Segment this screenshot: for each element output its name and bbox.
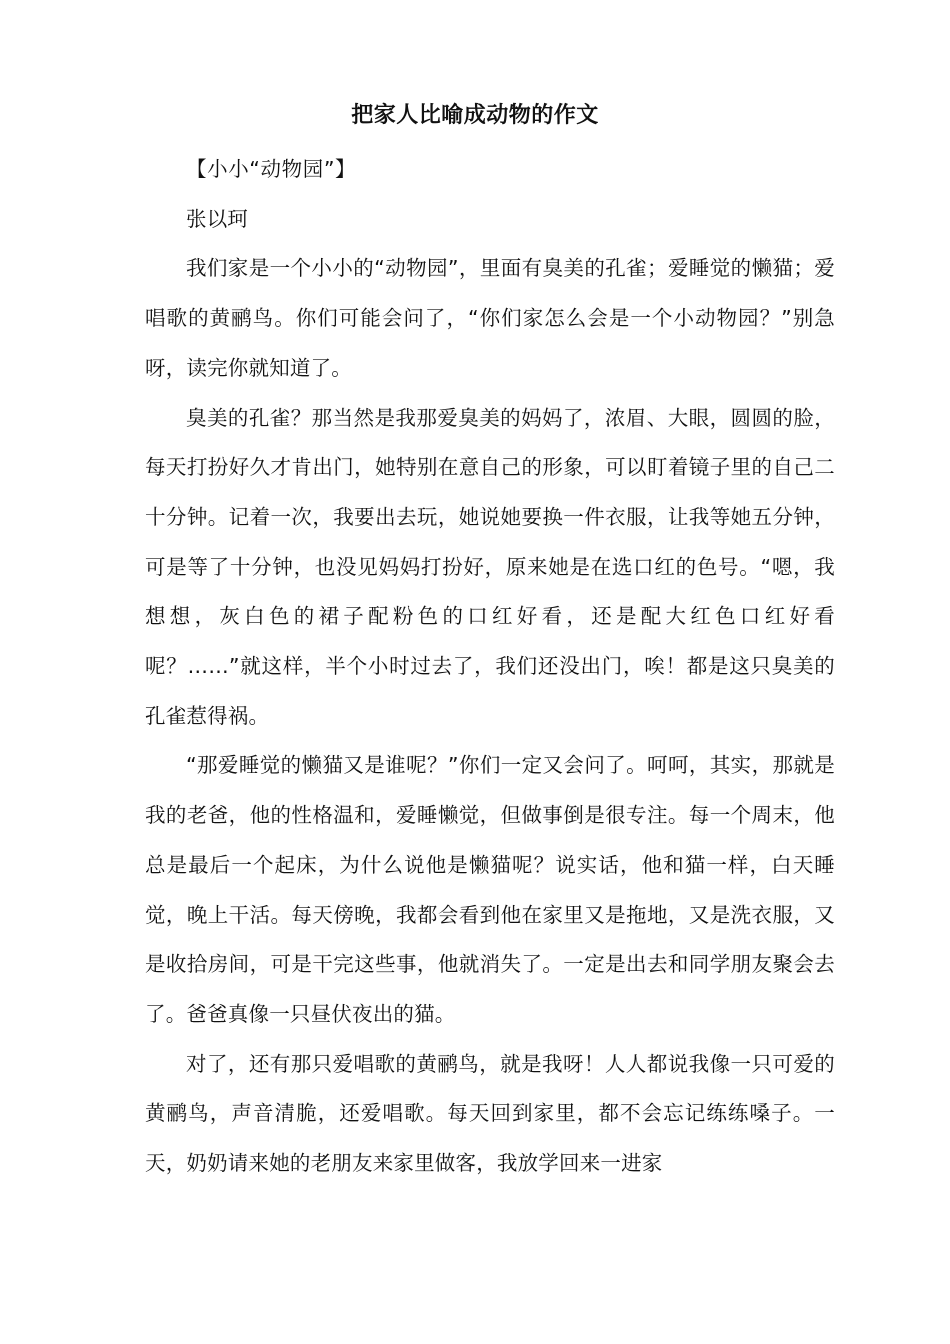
paragraph: 臭美的孔雀？那当然是我那爱臭美的妈妈了，浓眉、大眼，圆圆的脸，每天打扮好久才肯出门，她特别在意自己的形象，可以盯着镜子里的自己二十分钟。记着一次，我要出去玩，她说她要换一件衣服，让我等她五分钟，可是等了十分钟，也没见妈妈打扮好，原来她是在选口红的色号。“嗯，我想想，灰白色的裙子配粉色的口红好看，还是配大红色口红好看呢？……”就这样，半个小时过去了，我们还没出门，唉！都是这只臭美的孔雀惹得祸。: [145, 405, 835, 728]
essay-author: 张以珂: [186, 206, 249, 231]
paragraph: 我们家是一个小小的“动物园”，里面有臭美的孔雀；爱睡觉的懒猫；爱唱歌的黄鹂鸟。你们可能会问了，“你们家怎么会是一个小动物园？”别急呀，读完你就知道了。: [145, 256, 835, 380]
essay-body: [145, 145, 835, 1189]
essay-subtitle: 【小小“动物园”】: [186, 157, 357, 181]
essay-title: 把家人比喻成动物的作文: [351, 103, 599, 128]
paragraph: “那爱睡觉的懒猫又是谁呢？”你们一定又会问了。呵呵，其实，那就是我的老爸，他的性格温和，爱睡懒觉，但做事倒是很专注。每一个周末，他总是最后一个起床，为什么说他是懒猫呢？说实话，他和猫一样，白天睡觉，晚上干活。每天傍晚，我都会看到他在家里又是拖地，又是洗衣服，又是收拾房间，可是干完这些事，他就消失了。一定是出去和同学朋友聚会去了。爸爸真像一只昼伏夜出的猫。: [145, 753, 835, 1026]
paragraph: 对了，还有那只爱唱歌的黄鹂鸟，就是我呀！人人都说我像一只可爱的黄鹂鸟，声音清脆，还爱唱歌。每天回到家里，都不会忘记练练嗓子。一天，奶奶请来她的老朋友来家里做客，我放学回来一进家: [145, 1051, 835, 1176]
